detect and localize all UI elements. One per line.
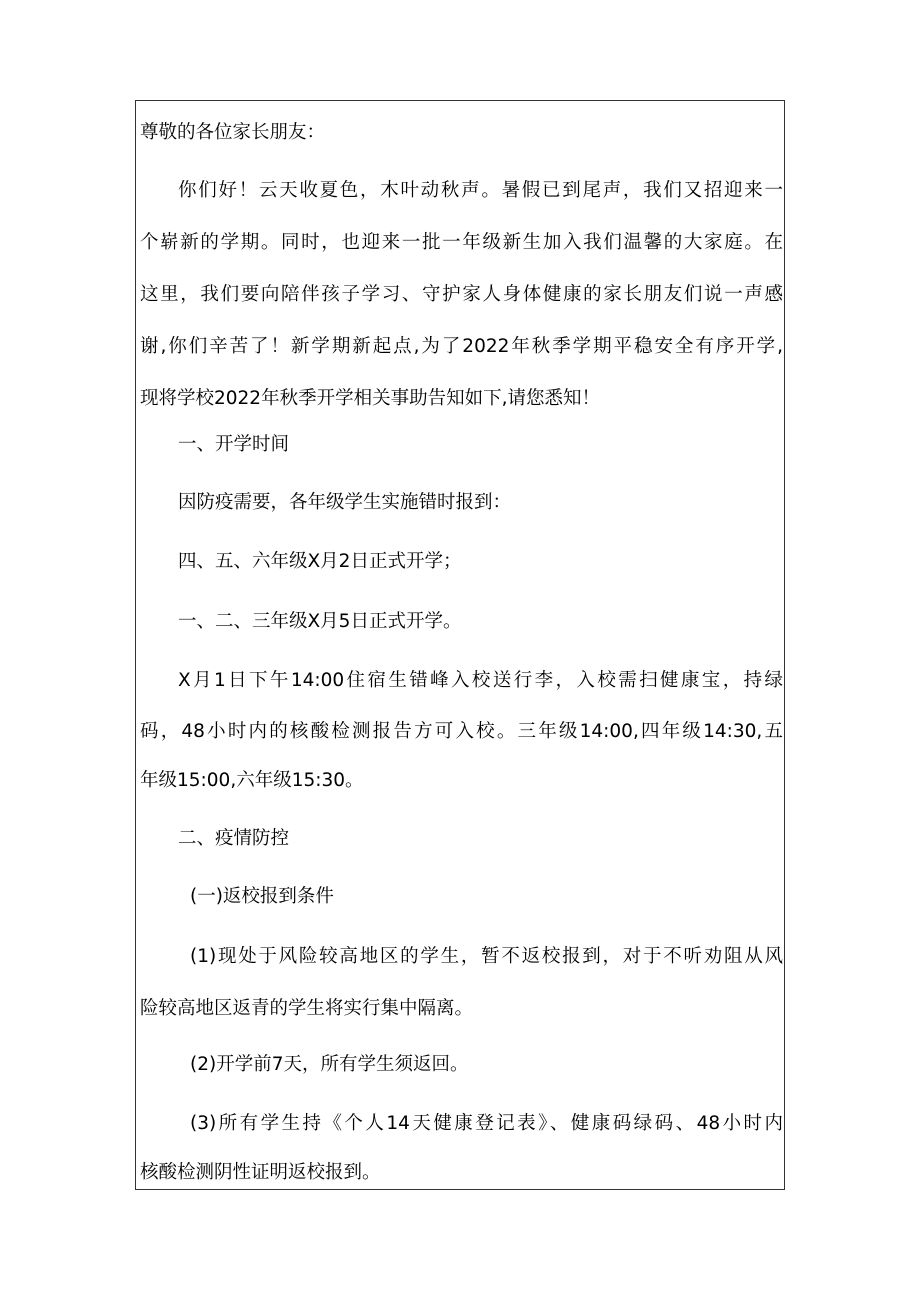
- item-1-line-1: (1)现处于风险较高地区的学生，暂不返校报到，对于不听劝阻从风: [190, 946, 783, 967]
- section-1-heading: 一、开学时间: [178, 434, 290, 455]
- intro-line-3: 这里，我们要向陪伴孩子学习、守护家人身体健康的家长朋友们说一声感: [140, 284, 783, 305]
- greeting: 尊敬的各位家长朋友：: [140, 122, 326, 143]
- item-1-line-2: 险较高地区返青的学生将实行集中隔离。: [140, 998, 474, 1019]
- intro-line-4: 谢,你们辛苦了！新学期新起点,为了2022年秋季学期平稳安全有序开学,: [140, 336, 783, 357]
- document-frame: [135, 100, 785, 1190]
- intro-line-5: 现将学校2022年秋季开学相关事助告知如下,请您悉知！: [140, 388, 600, 409]
- item-3-line-2: 核酸检测阴性证明返校报到。: [140, 1162, 381, 1183]
- boarding-line-3: 年级15:00,六年级15:30。: [140, 770, 364, 791]
- schedule-grades-1-3: 一、二、三年级X月5日正式开学。: [178, 611, 462, 632]
- schedule-grades-4-6: 四、五、六年级X月2日正式开学；: [178, 551, 462, 572]
- boarding-line-2: 码，48小时内的核酸检测报告方可入校。三年级14:00,四年级14:30,五: [140, 721, 783, 742]
- intro-line-2: 个崭新的学期。同时，也迎来一批一年级新生加入我们温馨的大家庭。在: [140, 232, 783, 253]
- item-3-line-1: (3)所有学生持《个人14天健康登记表》、健康码绿码、48小时内: [190, 1113, 783, 1134]
- boarding-line-1: X月1日下午14:00住宿生错峰入校送行李，入校需扫健康宝，持绿: [178, 670, 783, 691]
- section-2-heading: 二、疫情防控: [178, 828, 290, 849]
- intro-line-1: 你们好！云天收夏色，木叶动秋声。暑假已到尾声，我们又招迎来一: [178, 180, 783, 201]
- section-1-note: 因防疫需要，各年级学生实施错时报到：: [178, 492, 512, 513]
- item-2: (2)开学前7天，所有学生须返回。: [190, 1054, 469, 1075]
- section-2-subheading: (一)返校报到条件: [190, 886, 334, 907]
